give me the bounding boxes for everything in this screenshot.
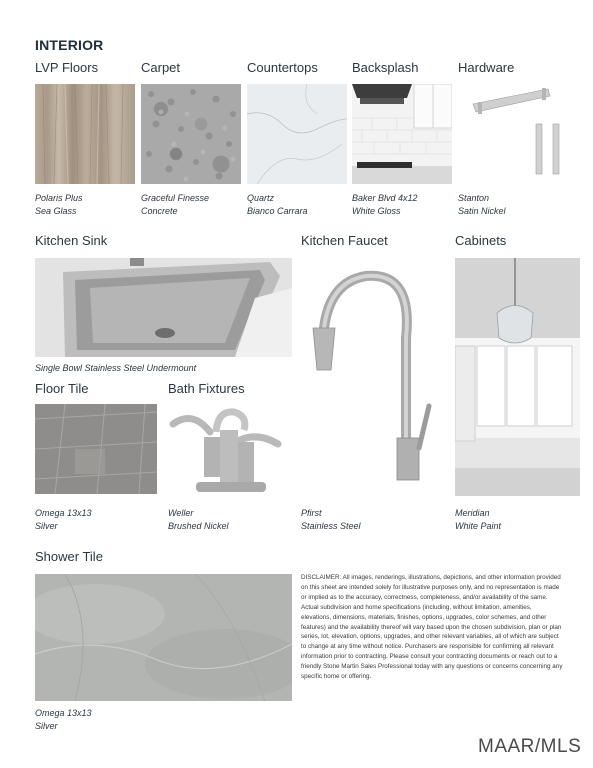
carpet-swatch	[141, 84, 241, 184]
caption-line1: Meridian	[455, 508, 490, 518]
label-cabinets: Cabinets	[455, 233, 507, 248]
caption-line1: Graceful Finesse	[141, 193, 210, 203]
caption-cabinets	[455, 507, 501, 533]
label-floor-tile: Floor Tile	[35, 381, 89, 396]
caption-backsplash	[352, 192, 418, 218]
label-bath-fixtures: Bath Fixtures	[168, 381, 245, 396]
caption-countertops	[247, 192, 308, 218]
caption-line2: Stainless Steel	[301, 521, 361, 531]
label-kitchen-sink: Kitchen Sink	[35, 233, 108, 248]
caption-line2: White Gloss	[352, 206, 401, 216]
hardware-swatch	[458, 84, 568, 184]
floor-tile-swatch	[35, 404, 157, 494]
label-carpet: Carpet	[141, 60, 181, 75]
cabinets-swatch	[455, 258, 580, 496]
countertops-swatch	[247, 84, 347, 184]
caption-line1: Single Bowl Stainless Steel Undermount	[35, 363, 197, 373]
kitchen-faucet-swatch	[301, 258, 443, 485]
caption-line2: Concrete	[141, 206, 178, 216]
caption-line1: Baker Blvd 4x12	[352, 193, 418, 203]
caption-line1: Polaris Plus	[35, 193, 83, 203]
page-title: INTERIOR	[35, 37, 104, 53]
kitchen-sink-swatch	[35, 258, 292, 357]
caption-line1: Omega 13x13	[35, 508, 92, 518]
caption-line1: Omega 13x13	[35, 708, 92, 718]
label-hardware: Hardware	[458, 60, 515, 75]
caption-hardware	[458, 192, 506, 218]
label-lvp-floors: LVP Floors	[35, 60, 99, 75]
watermark: MAAR/MLS	[478, 736, 582, 757]
disclaimer-text: DISCLAIMER: All images, renderings, illustrations, depictions, and other information provided on this sheet are intended solely for illustrative purposes only, and no representation is made or implied as to the accuracy, correctness, completeness, and/or availability of the same. Actual subdivision and home specifications (including, without limitation, amenities, elevations, dimensions, materials, finishes, options, upgrades, color schemes, and other features) and the availability thereof will vary based upon the chosen subdivision, plan or plan series, lot, elevation, options, upgrades, and other relevant variables, all of which are subject to change at any time without notice. Purchasers are responsible for confirming all relevant information prior to contracting. Please consult your contracting documents or reach out to a friendly Stone Martin Sales Professional today with any questions or concerns concerning any specific home or offering.	[301, 574, 563, 681]
caption-bath-fixtures	[168, 507, 229, 533]
caption-line1: Quartz	[247, 193, 275, 203]
caption-line1: Stanton	[458, 193, 490, 203]
caption-kitchen-faucet	[301, 507, 361, 533]
caption-line2: Satin Nickel	[458, 206, 506, 216]
caption-line2: White Paint	[455, 521, 502, 531]
caption-line1: Pfirst	[301, 508, 322, 518]
caption-kitchen-sink	[35, 362, 196, 375]
caption-line2: Brushed Nickel	[168, 521, 229, 531]
caption-floor-tile	[35, 507, 92, 533]
caption-line1: Weller	[168, 508, 194, 518]
label-countertops: Countertops	[247, 60, 318, 75]
caption-line2: Silver	[35, 721, 58, 731]
label-kitchen-faucet: Kitchen Faucet	[301, 233, 388, 248]
caption-lvp-floors	[35, 192, 83, 218]
backsplash-swatch	[352, 84, 452, 184]
caption-line2: Bianco Carrara	[247, 206, 308, 216]
shower-tile-swatch	[35, 574, 292, 701]
bath-fixtures-swatch	[168, 402, 283, 497]
caption-shower-tile	[35, 707, 92, 733]
caption-line2: Silver	[35, 521, 58, 531]
lvp-floors-swatch	[35, 84, 135, 184]
label-backsplash: Backsplash	[352, 60, 419, 75]
caption-carpet	[141, 192, 209, 218]
caption-line2: Sea Glass	[35, 206, 77, 216]
label-shower-tile: Shower Tile	[35, 549, 103, 564]
